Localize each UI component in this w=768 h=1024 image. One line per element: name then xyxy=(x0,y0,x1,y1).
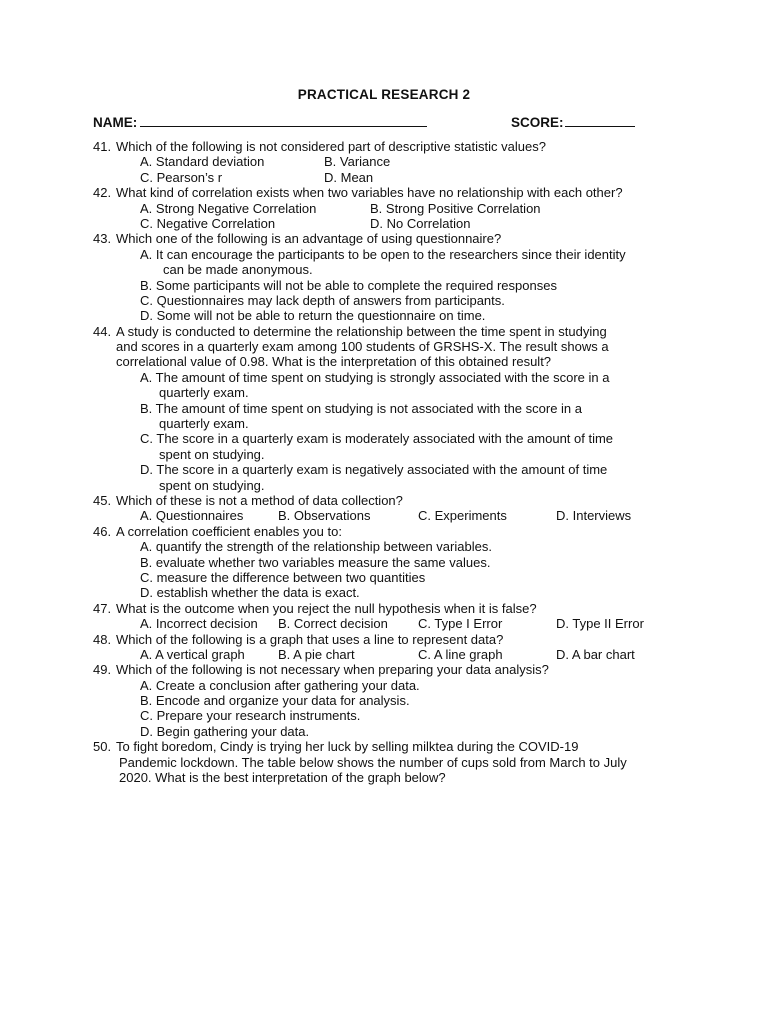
question-number: 48. xyxy=(93,631,112,647)
option-a-continued: can be made anonymous. xyxy=(163,262,313,278)
option-b: B. The amount of time spent on studying is not associated with the score in a xyxy=(140,400,583,416)
option-a: A. It can encourage the participants to be open to the researchers since their identity xyxy=(140,246,626,262)
option-d: D. Type II Error xyxy=(556,616,644,632)
option-b: B. evaluate whether two variables measure the same values. xyxy=(140,554,491,570)
question-number: 42. xyxy=(93,185,112,201)
option-d: D. Interviews xyxy=(556,508,632,524)
option-a: A. A vertical graph xyxy=(140,646,245,662)
option-c: C. Questionnaires may lack depth of answers from participants. xyxy=(140,292,505,308)
option-b: B. Correct decision xyxy=(278,616,388,632)
option-c: C. Pearson’s r xyxy=(140,169,223,185)
option-row xyxy=(93,201,693,216)
option-a: A. Questionnaires xyxy=(140,508,244,524)
question-49 xyxy=(93,662,693,677)
question-42 xyxy=(93,185,693,200)
option-d-continued: spent on studying. xyxy=(159,477,265,493)
option-c: C. Prepare your research instruments. xyxy=(140,708,361,724)
option-a: A. Standard deviation xyxy=(140,154,265,170)
option-b: B. Encode and organize your data for analysis. xyxy=(140,693,410,709)
question-stem: Which one of the following is an advantage of using questionnaire? xyxy=(116,231,502,247)
option-a: A. The amount of time spent on studying is strongly associated with the score in a xyxy=(140,369,610,385)
question-number: 46. xyxy=(93,523,112,539)
question-stem-continued: correlational value of 0.98. What is the interpretation of this obtained result? xyxy=(116,354,552,370)
option-a: A. Incorrect decision xyxy=(140,616,258,632)
question-number: 45. xyxy=(93,492,112,508)
question-stem: A study is conducted to determine the relationship between the time spent in studying xyxy=(116,323,607,339)
option-a: A. Strong Negative Correlation xyxy=(140,200,317,216)
question-stem: Which of the following is a graph that uses a line to represent data? xyxy=(116,631,504,647)
name-blank-line xyxy=(140,114,427,127)
question-stem: Which of the following is not necessary when preparing your data analysis? xyxy=(116,662,549,678)
question-43 xyxy=(93,231,693,246)
option-c: C. The score in a quarterly exam is moderately associated with the amount of time xyxy=(140,431,614,447)
name-label: NAME: xyxy=(93,115,138,130)
question-46 xyxy=(93,524,693,539)
question-44 xyxy=(93,324,693,339)
option-row xyxy=(93,508,693,523)
question-stem: A correlation coefficient enables you to: xyxy=(116,523,342,539)
question-list xyxy=(93,139,693,785)
question-stem-continued: and scores in a quarterly exam among 100 students of GRSHS-X. The result shows a xyxy=(116,339,609,355)
question-number: 50. xyxy=(93,739,112,755)
question-45 xyxy=(93,493,693,508)
question-41 xyxy=(93,139,693,154)
question-stem: Which of these is not a method of data collection? xyxy=(116,492,403,508)
option-d: D. Some will not be able to return the questionnaire on time. xyxy=(140,308,486,324)
option-row xyxy=(93,647,693,662)
score-label: SCORE: xyxy=(511,115,564,130)
option-a: A. Create a conclusion after gathering your data. xyxy=(140,677,420,693)
question-50 xyxy=(93,739,693,754)
question-48 xyxy=(93,632,693,647)
option-row xyxy=(93,170,693,185)
option-d: D. The score in a quarterly exam is negatively associated with the amount of time xyxy=(140,462,608,478)
option-c: C. measure the difference between two quantities xyxy=(140,569,426,585)
option-b: B. Some participants will not be able to complete the required responses xyxy=(140,277,557,293)
option-b: B. Observations xyxy=(278,508,371,524)
option-c: C. Type I Error xyxy=(418,616,503,632)
question-stem-continued: 2020. What is the best interpretation of the graph below? xyxy=(119,770,446,786)
question-47 xyxy=(93,601,693,616)
option-d: D. establish whether the data is exact. xyxy=(140,585,360,601)
option-b-continued: quarterly exam. xyxy=(159,416,249,432)
option-row xyxy=(93,616,693,631)
option-c: C. Experiments xyxy=(418,508,507,524)
option-c: C. A line graph xyxy=(418,646,503,662)
option-d: D. A bar chart xyxy=(556,646,635,662)
option-b: B. A pie chart xyxy=(278,646,355,662)
question-stem: Which of the following is not considered part of descriptive statistic values? xyxy=(116,139,546,154)
option-b: B. Variance xyxy=(324,154,391,170)
option-b: B. Strong Positive Correlation xyxy=(370,200,541,216)
option-a-continued: quarterly exam. xyxy=(159,385,249,401)
page-title: PRACTICAL RESEARCH 2 xyxy=(297,87,471,102)
option-d: D. Mean xyxy=(324,169,374,185)
option-a: A. quantify the strength of the relationship between variables. xyxy=(140,539,492,555)
option-d: D. Begin gathering your data. xyxy=(140,723,310,739)
option-row xyxy=(93,216,693,231)
question-stem: What is the outcome when you reject the null hypothesis when it is false? xyxy=(116,600,537,616)
question-number: 41. xyxy=(93,139,112,154)
score-field xyxy=(511,114,635,130)
question-number: 47. xyxy=(93,600,112,616)
option-d: D. No Correlation xyxy=(370,215,471,231)
question-number: 43. xyxy=(93,231,112,247)
option-c: C. Negative Correlation xyxy=(140,215,276,231)
question-stem-continued: Pandemic lockdown. The table below shows the number of cups sold from March to July xyxy=(119,754,627,770)
option-row xyxy=(93,154,693,169)
question-stem: To fight boredom, Cindy is trying her luck by selling milktea during the COVID-19 xyxy=(116,739,579,755)
name-field xyxy=(93,114,427,130)
question-number: 49. xyxy=(93,662,112,678)
question-number: 44. xyxy=(93,323,112,339)
option-c-continued: spent on studying. xyxy=(159,446,265,462)
question-stem: What kind of correlation exists when two variables have no relationship with each other? xyxy=(116,185,623,201)
score-blank-line xyxy=(565,114,635,127)
